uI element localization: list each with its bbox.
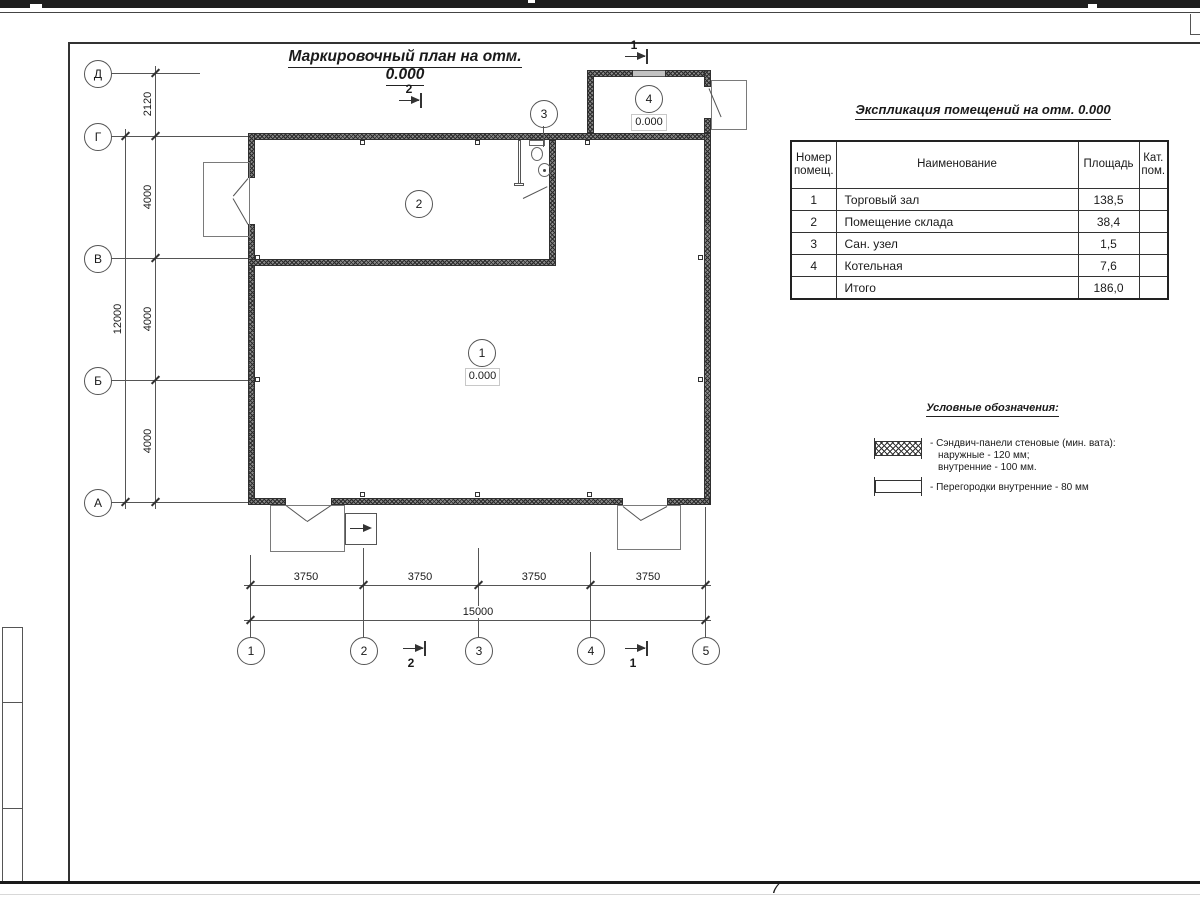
section-1-top-bar [646,49,648,64]
schedule-title-text: Экспликация помещений на отм. 0.000 [855,102,1110,120]
wall-room4-right-lower [704,118,711,133]
entrance-arrow-box [345,513,377,545]
wall-right [704,133,711,505]
dim-label-3750-1: 3750 [293,571,319,583]
table-row [791,233,1168,255]
total-label: Итого [836,277,1078,300]
room-name: Котельная [836,255,1078,277]
room1-elevation: 0.000 [465,368,500,386]
room-area: 38,4 [1078,211,1139,233]
dim-label-3750-4: 3750 [635,571,661,583]
legend-sandwich-panel-symbol [875,441,922,456]
porch-left [203,162,250,237]
legend-item1-line3: внутренние - 100 мм. [938,462,1037,473]
table-row [791,211,1168,233]
table-row [791,189,1168,211]
axis-line-b [110,380,248,381]
wall-room4-top-seg1 [587,70,633,77]
legend-partition-symbol [875,480,922,493]
axis-marker [475,140,480,145]
section-2-top-arrow-icon [411,96,420,104]
axis-marker [360,140,365,145]
axis-marker [255,377,260,382]
section-2-top-bar [420,93,422,108]
axis-circle-1: 1 [237,637,265,665]
room-cat [1139,255,1168,277]
stamp-strip-outer [2,627,3,881]
section-1-bottom-arrow-icon [637,644,646,652]
axis-circle-2: 2 [350,637,378,665]
scan-edge-notch [30,4,42,8]
room-cat [1139,189,1168,211]
section-2-top-label: 2 [405,82,413,96]
dim-label-4000-1: 4000 [142,184,154,210]
corner-box-bottom-edge [1190,34,1200,35]
wall-bottom-seg1 [248,498,286,505]
section-2-bottom-arrow-icon [415,644,424,652]
room-marker-1: 1 [468,339,496,367]
room-cat [1139,277,1168,300]
legend-item1-line2: наружные - 120 мм; [938,450,1030,461]
grid-line-2 [363,548,364,637]
wall-top [248,133,710,140]
axis-circle-5: 5 [692,637,720,665]
dim-label-3750-2: 3750 [407,571,433,583]
scan-edge-top [0,0,1200,8]
scan-edge-notch [528,0,535,3]
axis-circle-g: Г [84,123,112,151]
dim-label-2120: 2120 [142,91,154,117]
axis-circle-a: А [84,489,112,517]
wc-partition-foot [514,183,524,186]
schedule-header-row [791,141,1168,189]
wall-left-lower [248,224,255,505]
porch-bottom-left [270,505,345,552]
room-number: 4 [791,255,836,277]
legend-symbol-end-tick [874,477,875,496]
room-schedule-table [790,140,1169,300]
legend-item2: - Перегородки внутренние - 80 мм [930,482,1089,493]
section-1-bottom-label: 1 [629,656,637,670]
stamp-strip-divider [2,627,23,628]
room-cat [1139,211,1168,233]
wall-bottom-seg2 [331,498,623,505]
dim-label-15000: 15000 [462,606,494,618]
axis-marker [587,492,592,497]
schedule-header-cat: Кат. пом. [1139,141,1168,189]
dim-line-left-outer [125,129,126,509]
room-marker-2: 2 [405,190,433,218]
room-number: 3 [791,233,836,255]
axis-marker [475,492,480,497]
scan-edge-notch [1088,4,1097,8]
dim-line-bottom-outer [244,620,711,621]
axis-marker [255,255,260,260]
legend-title [905,402,1080,414]
dim-label-3750-3: 3750 [521,571,547,583]
frame-bottom [0,881,1200,884]
table-row-total [791,277,1168,300]
room-area: 1,5 [1078,233,1139,255]
stamp-strip-inner [22,627,23,881]
dim-label-4000-3: 4000 [142,428,154,454]
axis-circle-b: Б [84,367,112,395]
legend-symbol-end-tick [921,438,922,459]
room-area: 7,6 [1078,255,1139,277]
axis-circle-v: В [84,245,112,273]
entrance-arrow-icon [363,524,372,532]
dim-label-4000-2: 4000 [142,306,154,332]
schedule-header-name: Наименование [836,141,1078,189]
wall-bottom-seg3 [667,498,710,505]
room-area: 138,5 [1078,189,1139,211]
plan-title-text: Маркировочный план на отм. 0.000 [288,48,521,86]
section-1-bottom-bar [646,641,648,656]
scan-edge-bottom [0,894,1200,895]
legend-title-text: Условные обозначения: [926,402,1059,417]
grid-line-1 [250,555,251,637]
wall-internal-vertical [549,140,556,266]
page-number: 7 [771,880,780,897]
room-number: 2 [791,211,836,233]
room-number: 1 [791,189,836,211]
axis-circle-3: 3 [465,637,493,665]
grid-line-3 [478,548,479,637]
axis-line-v [110,258,248,259]
grid-line-4 [590,552,591,637]
room3-leader-line [543,126,544,147]
room-number [791,277,836,300]
legend-symbol-end-tick [921,477,922,496]
axis-marker [360,492,365,497]
wall-room4-left [587,70,594,133]
door-leaf-wc [523,186,548,199]
axis-line-a [110,502,248,503]
frame-left [68,42,70,882]
stamp-strip-divider [2,702,23,703]
legend-item1-line1: - Сэндвич-панели стеновые (мин. вата): [930,438,1116,449]
top-rule [0,12,1200,13]
axis-marker [698,377,703,382]
schedule-title [838,102,1128,117]
schedule-header-area: Площадь [1078,141,1139,189]
schedule-header-num: Номер помещ. [791,141,836,189]
axis-circle-d: Д [84,60,112,88]
table-row [791,255,1168,277]
total-area: 186,0 [1078,277,1139,300]
room4-window [633,70,665,77]
room-name: Помещение склада [836,211,1078,233]
axis-marker [585,140,590,145]
section-2-bottom-label: 2 [407,656,415,670]
porch-bottom-right [617,505,681,550]
toilet-bowl-icon [531,147,543,161]
axis-line-g [110,136,248,137]
room-marker-3: 3 [530,100,558,128]
section-1-top-arrow-icon [637,52,646,60]
corner-box-left-edge [1190,14,1191,35]
plan-title [268,48,542,84]
wc-partition [518,140,521,186]
wall-internal-horizontal [248,259,556,266]
room-name: Торговый зал [836,189,1078,211]
room-marker-4: 4 [635,85,663,113]
section-1-top-label: 1 [630,38,638,52]
dim-label-12000: 12000 [112,303,124,335]
axis-circle-4: 4 [577,637,605,665]
room-cat [1139,233,1168,255]
stamp-strip-divider [2,808,23,809]
legend-symbol-end-tick [874,438,875,459]
room-name: Сан. узел [836,233,1078,255]
wall-room4-right-upper [704,70,711,87]
axis-marker [698,255,703,260]
sink-drain-dot [543,169,546,172]
section-2-bottom-bar [424,641,426,656]
room4-elevation: 0.000 [631,114,667,131]
